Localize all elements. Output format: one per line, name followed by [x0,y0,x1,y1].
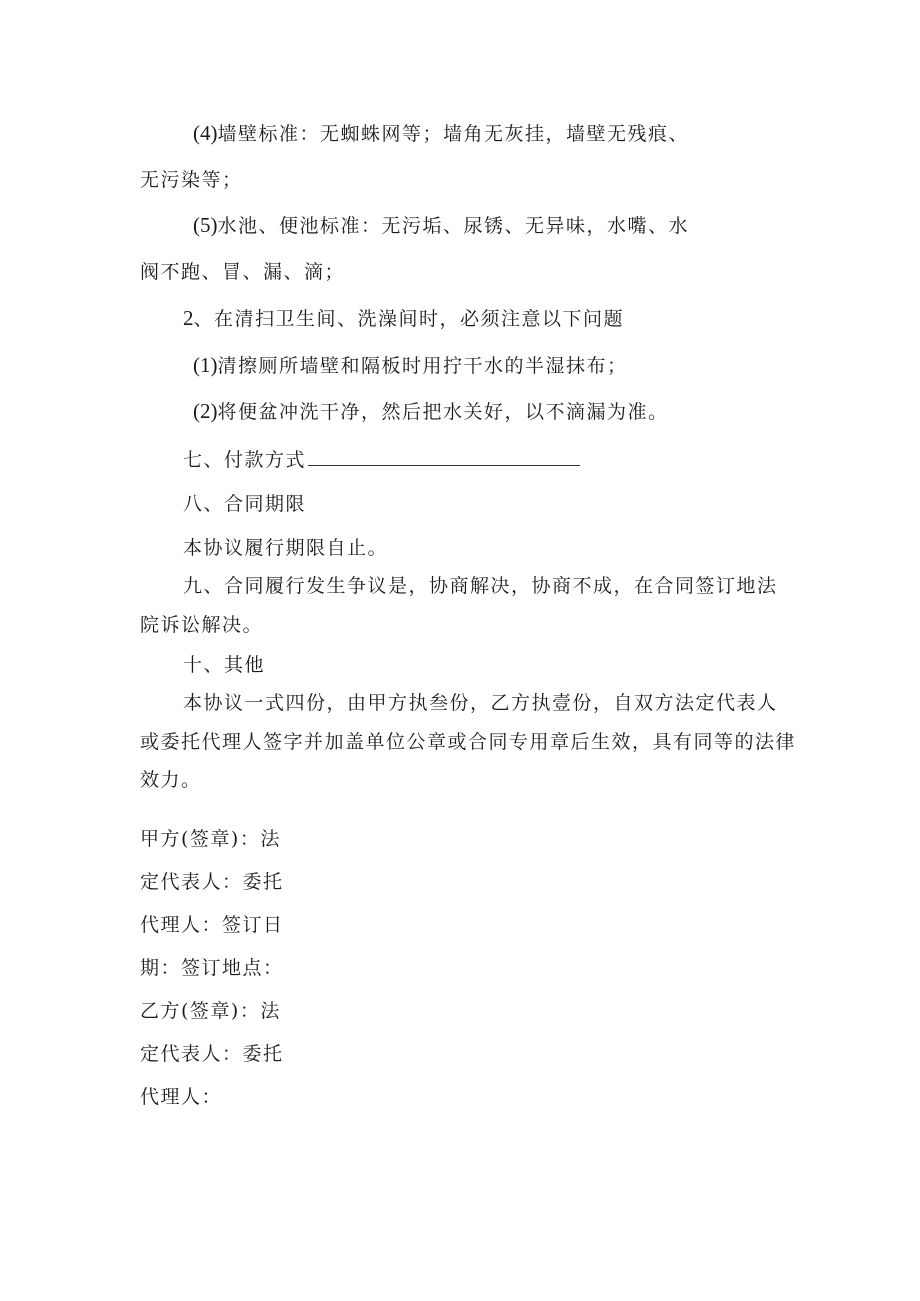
walls-standard-text: 墙壁标准：无蜘蛛网等；墙角无灰挂，墙壁无残痕、 [217,123,690,145]
signature-line: 乙方(签章)：法 [140,1000,281,1022]
pools-standard-text: 水池、便池标准：无污垢、尿锈、无异味，水嘴、水 [217,215,690,237]
contract-term-body: 本协议履行期限自止。 [183,537,389,559]
other-body-line3: 效力。 [140,769,202,791]
cleaning-notes-text: 、在清扫卫生间、洗澡间时，必须注意以下问题 [193,308,625,330]
other-body-line2: 或委托代理人签字并加盖单位公章或合同专用章后生效，具有同等的法律 [140,731,797,753]
cleaning-note-2 [193,400,669,423]
cleaning-note-2-text: 将便盆冲洗干净，然后把水关好，以不滴漏为准。 [217,401,669,423]
pools-standard-line1 [193,214,689,237]
pools-standard-number: (5) [193,213,218,237]
signature-line: 定代表人：委托 [140,1043,284,1065]
signature-line: 代理人：签订日 [140,914,284,936]
cleaning-notes-number: 2 [183,306,194,330]
cleaning-note-1-text: 清擦厕所墙壁和隔板时用拧干水的半湿抹布； [217,355,628,377]
signature-line: 甲方(签章)：法 [140,828,281,850]
cleaning-note-1 [193,354,628,377]
pools-standard-line2: 阀不跑、冒、漏、滴； [140,261,346,283]
walls-standard-number: (4) [193,121,218,145]
payment-method-clause [183,447,580,471]
signature-line: 定代表人：委托 [140,871,284,893]
dispute-clause-line2: 院诉讼解决。 [140,614,264,636]
walls-standard-line2: 无污染等； [140,169,243,191]
dispute-clause-line1: 九、合同履行发生争议是，协商解决，协商不成，在合同签订地法 [183,575,778,597]
other-heading: 十、其他 [183,654,266,676]
other-body-line1: 本协议一式四份，由甲方执叁份，乙方执壹份，自双方法定代表人 [183,692,778,714]
contract-term-heading: 八、合同期限 [183,493,307,515]
signature-line: 期：签订地点： [140,957,284,979]
payment-method-blank [308,447,580,466]
cleaning-note-2-number: (2) [193,399,218,423]
cleaning-note-1-number: (1) [193,353,218,377]
walls-standard-line1 [193,122,689,145]
cleaning-notes-heading [183,307,624,330]
payment-method-label: 七、付款方式 [183,449,307,471]
signature-line: 代理人： [140,1086,223,1108]
